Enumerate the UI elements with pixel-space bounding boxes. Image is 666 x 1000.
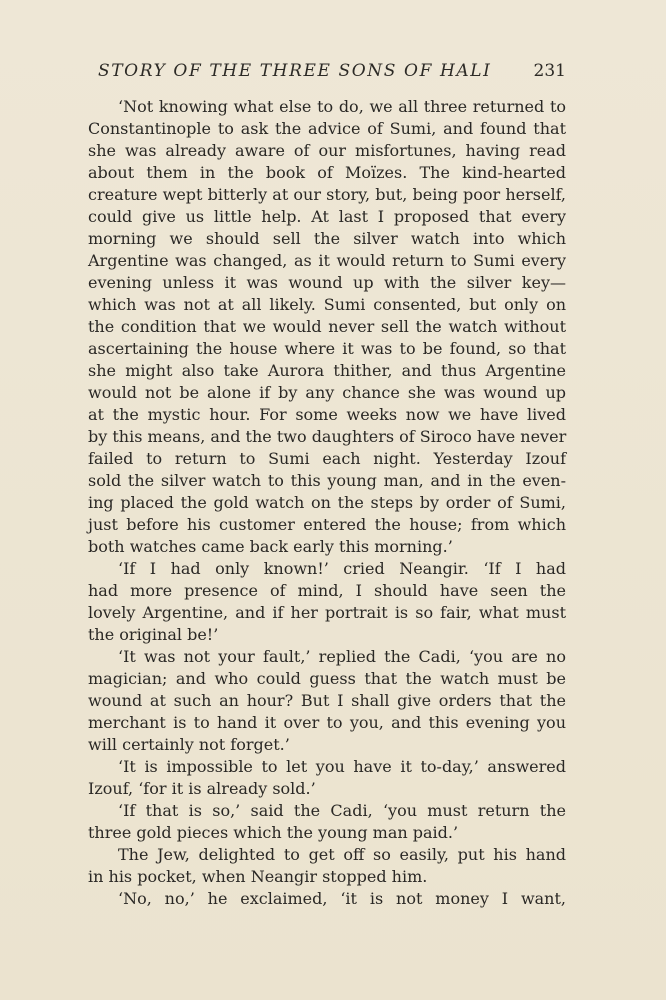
page-number: 231 (533, 61, 566, 81)
text-line: wound at such an hour? But I shall give orders that the (88, 691, 566, 710)
text-line: the original be!’ (88, 625, 219, 644)
paragraph (88, 888, 566, 910)
paragraph (88, 96, 566, 558)
text-line: magician; and who could guess that the watch must be (88, 669, 566, 688)
text-line: will certainly not forget.’ (88, 735, 290, 754)
text-line: ‘It is impossible to let you have it to-day,’ answered (118, 757, 566, 776)
text-line: sold the silver watch to this young man, and in the even- (88, 471, 566, 490)
text-line: morning we should sell the silver watch into which (88, 229, 566, 248)
paragraph (88, 646, 566, 756)
text-line: failed to return to Sumi each night. Yesterday Izouf (88, 449, 566, 468)
text-line: would not be alone if by any chance she was wound up (88, 383, 566, 402)
text-line: which was not at all likely. Sumi consented, but only on (88, 295, 566, 314)
text-line: ‘If I had only known!’ cried Neangir. ‘If I had (118, 559, 566, 578)
page-header (98, 55, 566, 87)
running-head: STORY OF THE THREE SONS OF HALI (98, 61, 492, 81)
text-line: Argentine was changed, as it would return to Sumi every (88, 251, 566, 270)
text-line: she might also take Aurora thither, and thus Argentine (88, 361, 566, 380)
text-line: The Jew, delighted to get off so easily, put his hand (118, 845, 566, 864)
text-line: ascertaining the house where it was to be found, so that (88, 339, 566, 358)
text-line: lovely Argentine, and if her portrait is so fair, what must (88, 603, 566, 622)
text-line: ‘No, no,’ he exclaimed, ‘it is not money I want, (118, 889, 566, 908)
text-line: she was already aware of our misfortunes, having read (88, 141, 566, 160)
text-line: ‘Not knowing what else to do, we all three returned to (118, 97, 566, 116)
text-line: at the mystic hour. For some weeks now we have lived (88, 405, 566, 424)
text-line: just before his customer entered the house; from which (88, 515, 566, 534)
paragraph (88, 756, 566, 800)
body-text (88, 96, 566, 910)
text-line: both watches came back early this morning.’ (88, 537, 453, 556)
text-line: three gold pieces which the young man paid.’ (88, 823, 459, 842)
text-line: Constantinople to ask the advice of Sumi, and found that (88, 119, 566, 138)
text-line: the condition that we would never sell the watch without (88, 317, 566, 336)
text-line: ing placed the gold watch on the steps by order of Sumi, (88, 493, 566, 512)
text-line: had more presence of mind, I should have seen the (88, 581, 566, 600)
paragraph (88, 800, 566, 844)
text-line: evening unless it was wound up with the silver key— (88, 273, 566, 292)
text-line: merchant is to hand it over to you, and this evening you (88, 713, 566, 732)
text-line: ‘If that is so,’ said the Cadi, ‘you must return the (118, 801, 566, 820)
text-line: in his pocket, when Neangir stopped him. (88, 867, 428, 886)
text-line: by this means, and the two daughters of Siroco have never (88, 427, 567, 446)
text-line: Izouf, ‘for it is already sold.’ (88, 779, 316, 798)
text-line: about them in the book of Moïzes. The kind-hearted (88, 163, 566, 182)
text-line: creature wept bitterly at our story, but, being poor herself, (88, 185, 566, 204)
text-line: ‘It was not your fault,’ replied the Cadi, ‘you are no (118, 647, 566, 666)
paragraph (88, 844, 566, 888)
paragraph (88, 558, 566, 646)
text-line: could give us little help. At last I proposed that every (88, 207, 566, 226)
